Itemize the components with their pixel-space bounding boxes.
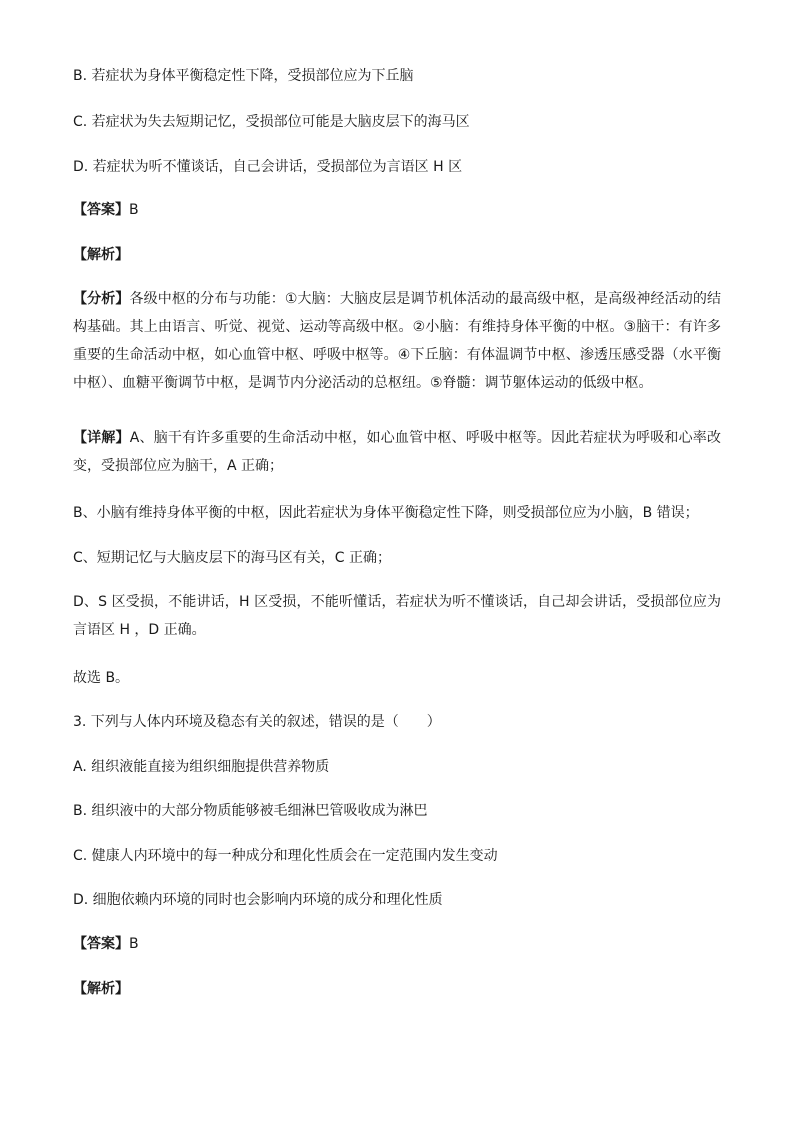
q2-answer-value: B <box>129 202 139 218</box>
q2-xiangjie-a: A、脑干有许多重要的生命活动中枢，如心血管中枢、呼吸中枢等。因此若症状为呼吸和心率改变，受损部位应为脑干，A 正确； <box>73 430 721 474</box>
q2-fenxi-label: 【分析】 <box>73 291 130 307</box>
q3-answer-label: 【答案】 <box>73 936 129 952</box>
q3-option-d: D. 细胞依赖内环境的同时也会影响内环境的成分和理化性质 <box>73 892 443 908</box>
q2-option-d: D. 若症状为听不懂谈话，自己会讲话，受损部位为言语区 H 区 <box>73 159 463 175</box>
q2-conclusion: 故选 B。 <box>73 670 130 686</box>
q2-answer-label: 【答案】 <box>73 202 129 218</box>
q3-answer <box>73 934 723 954</box>
q2-xiangjie-paragraph <box>73 424 721 480</box>
q2-xiangjie-b: B、小脑有维持身体平衡的中枢，因此若症状为身体平衡稳定性下降，则受损部位应为小脑，B 错误； <box>73 505 699 521</box>
q3-analysis-label <box>73 979 723 999</box>
q3-analysis-tag: 【解析】 <box>73 981 129 997</box>
q2-answer <box>73 200 723 220</box>
q2-fenxi-paragraph <box>73 285 721 397</box>
q3-option-b: B. 组织液中的大部分物质能够被毛细淋巴管吸收成为淋巴 <box>73 803 428 819</box>
q2-xiangjie-c: C、短期记忆与大脑皮层下的海马区有关，C 正确； <box>73 550 391 566</box>
q2-fenxi-text: 各级中枢的分布与功能：①大脑：大脑皮层是调节机体活动的最高级中枢，是高级神经活动的结构基础。其上由语言、听觉、视觉、运动等高级中枢。②小脑：有维持身体平衡的中枢。③脑干：有许多重要的生命活动中枢，如心血管中枢、呼吸中枢等。④下丘脑：有体温调节中枢、渗透压感受器（水平衡中枢）、血糖平衡调节中枢，是调节内分泌活动的总枢纽。⑤脊髓：调节躯体运动的低级中枢。 <box>73 291 721 391</box>
q2-analysis-tag: 【解析】 <box>73 247 129 263</box>
q2-option-b: B. 若症状为身体平衡稳定性下降，受损部位应为下丘脑 <box>73 68 414 84</box>
q3-option-c: C. 健康人内环境中的每一种成分和理化性质会在一定范围内发生变动 <box>73 848 498 864</box>
q3-option-a: A. 组织液能直接为组织细胞提供营养物质 <box>73 759 330 775</box>
q2-option-c: C. 若症状为失去短期记忆，受损部位可能是大脑皮层下的海马区 <box>73 114 470 130</box>
q2-analysis-label <box>73 245 723 265</box>
q3-answer-value: B <box>129 936 139 952</box>
q2-xiangjie-d: D、S 区受损，不能讲话，H 区受损，不能听懂话，若症状为听不懂谈话，自己却会讲话，受损部位应为言语区 H ，D 正确。 <box>73 594 721 638</box>
q2-xiangjie-label: 【详解】 <box>73 430 130 446</box>
q3-stem: 3. 下列与人体内环境及稳态有关的叙述，错误的是（ ） <box>73 714 441 730</box>
